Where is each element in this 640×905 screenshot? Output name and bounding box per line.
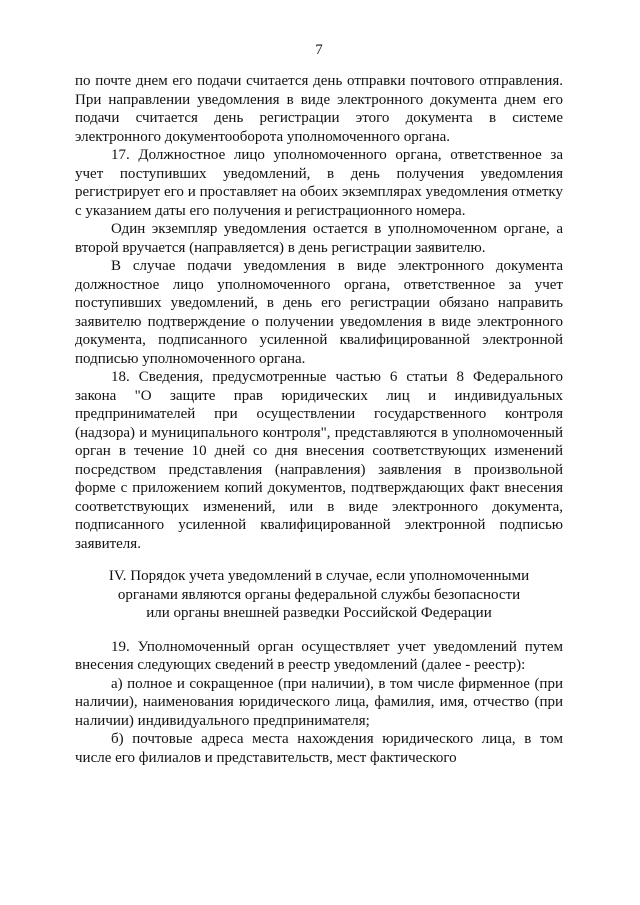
paragraph-item-17: 17. Должностное лицо уполномоченного органа, ответственное за учет поступивших уведомлений, в день получения уведомления регистрирует его и проставляет на обоих экземплярах уведомления отметку с указанием даты его получения и регистрационного номера. [75, 147, 563, 219]
section-heading-line: органами являются органы федеральной службы безопасности [117, 586, 521, 603]
paragraph-continuation: по почте днем его подачи считается день отправки почтового отправления. При направлении уведомления в виде электронного документа днем его подачи считается день регистрации этого документа в системе электронного документооборота уполномоченного органа. [75, 73, 563, 145]
document-body [75, 72, 563, 767]
paragraph-subitem-a: а) полное и сокращенное (при наличии), в том числе фирменное (при наличии), наименования юридического лица, фамилия, имя, отчество (при наличии) индивидуального предпринимателя; [75, 675, 563, 729]
section-heading [75, 567, 563, 623]
paragraph-copy-handling: Один экземпляр уведомления остается в уполномоченном органе, а второй вручается (направляется) в день регистрации заявителю. [75, 221, 563, 256]
section-heading-line: IV. Порядок учета уведомлений в случае, если уполномоченными [108, 568, 530, 584]
page-number: 7 [315, 42, 323, 58]
paragraph-electronic-confirmation: В случае подачи уведомления в виде электронного документа должностное лицо уполномоченного органа, ответственное за учет поступивших уведомлений, в день его регистрации обязано направить заявителю подтверждение о получении уведомления в виде электронного документа, подписанного усиленной квалифицированной электронной подписью уполномоченного органа. [75, 258, 563, 367]
paragraph-item-19: 19. Уполномоченный орган осуществляет учет уведомлений путем внесения следующих сведений в реестр уведомлений (далее - реестр): [75, 638, 563, 673]
section-heading-line: или органы внешней разведки Российской Федерации [146, 605, 492, 621]
paragraph-item-18: 18. Сведения, предусмотренные частью 6 статьи 8 Федерального закона "О защите прав юридических лиц и индивидуальных предпринимателей при осуществлении государственного контроля (надзора) и муниципального контроля", представляются в уполномоченный орган в течение 10 дней со дня внесения соответствующих изменений посредством представления (направления) заявления в произвольной форме с приложением копий документов, подтверждающих факт внесения соответствующих изменений, или в виде электронного документа, подписанного усиленной квалифицированной электронной подписью заявителя. [75, 369, 563, 552]
paragraph-subitem-b: б) почтовые адреса места нахождения юридического лица, в том числе его филиалов и представительств, мест фактического [75, 731, 563, 766]
